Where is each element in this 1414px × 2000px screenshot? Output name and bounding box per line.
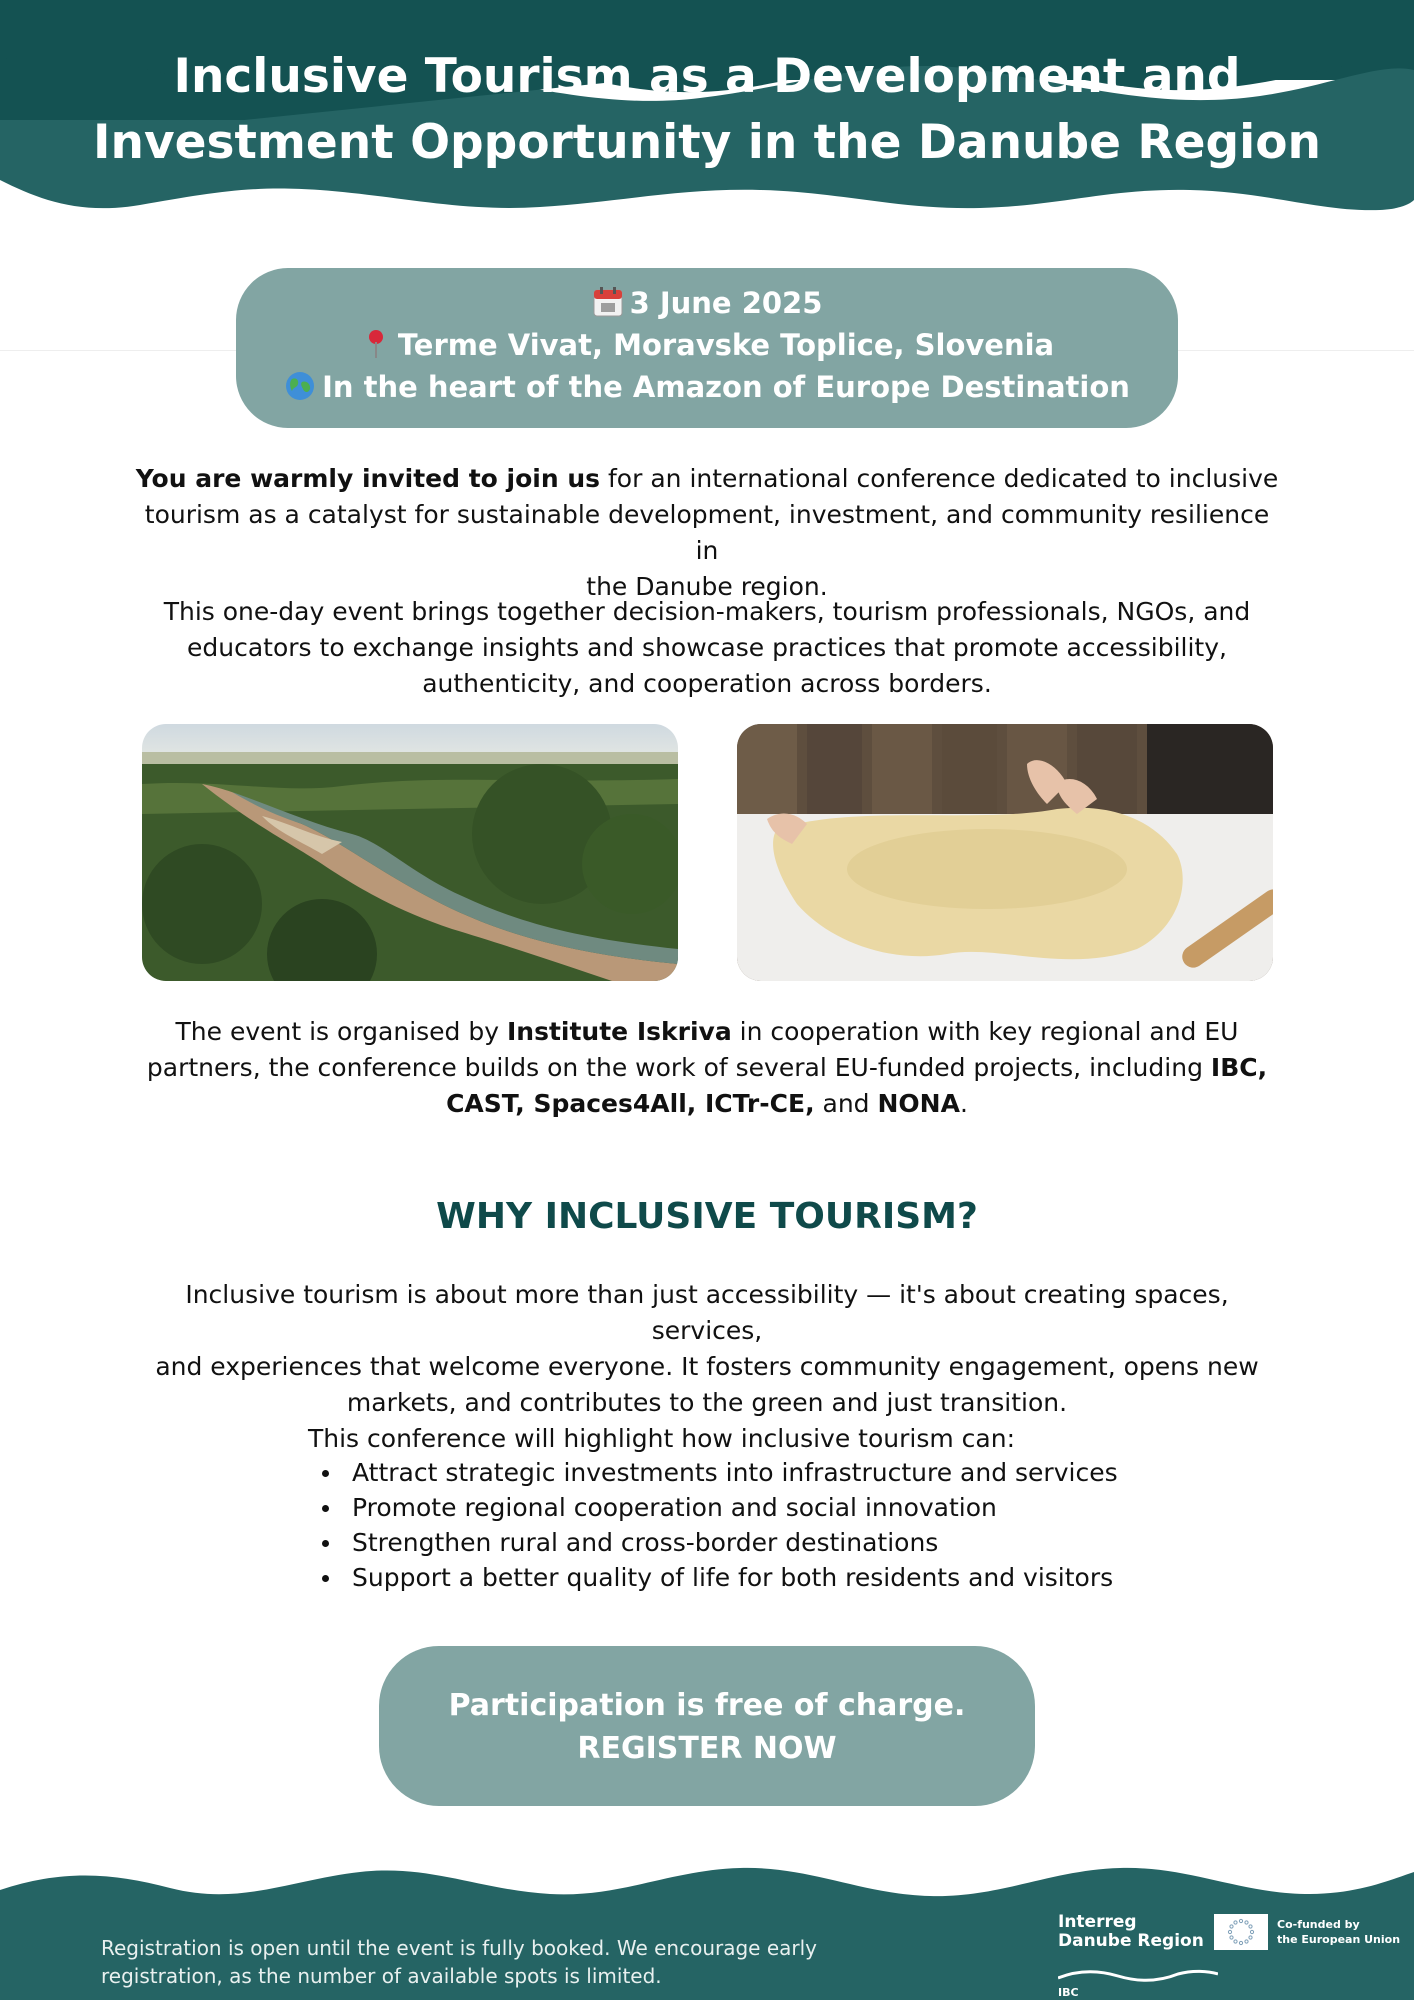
list-intro: This conference will highlight how inclusive tourism can:	[308, 1424, 1015, 1453]
organiser-line-3	[130, 1086, 1284, 1122]
interreg-logo-line-2: Danube Region	[1058, 1931, 1204, 1951]
intro-line-1-rest: for an international conference dedicated to inclusive	[600, 464, 1279, 493]
page-title	[0, 44, 1414, 176]
event-description-paragraph	[130, 594, 1284, 702]
registration-note	[101, 1934, 861, 1990]
eu-text-line-2: the European Union	[1277, 1933, 1401, 1946]
event-destination-line	[236, 370, 1178, 404]
intro-line-2: tourism as a catalyst for sustainable development, investment, and community resilience in	[144, 500, 1270, 565]
event-location-line	[236, 328, 1178, 362]
event-info-pill	[236, 268, 1178, 428]
title-line-1: Inclusive Tourism as a Development and	[173, 49, 1241, 104]
registration-note-line-2: registration, as the number of available spots is limited.	[101, 1964, 662, 1988]
list-item: Support a better quality of life for both residents and visitors	[318, 1560, 1118, 1595]
why-line-1: Inclusive tourism is about more than just accessibility — it's about creating spaces, services,	[185, 1280, 1229, 1345]
projects-list: CAST, Spaces4All, ICTr-CE,	[446, 1089, 815, 1118]
project-ibc: IBC,	[1210, 1053, 1268, 1082]
list-item: Attract strategic investments into infrastructure and services	[318, 1455, 1118, 1490]
intro-line-3: the Danube region.	[586, 572, 828, 601]
calendar-icon	[592, 286, 624, 318]
event-date-line	[236, 286, 1178, 320]
pin-icon	[360, 328, 392, 360]
event-location: Terme Vivat, Moravske Toplice, Slovenia	[397, 328, 1055, 362]
ibc-wave-icon	[1058, 1968, 1218, 1984]
eu-cofunded-text	[1277, 1917, 1400, 1947]
project-nona: NONA	[877, 1089, 960, 1118]
list-item: Strengthen rural and cross-border destinations	[318, 1525, 1118, 1560]
globe-icon	[284, 370, 316, 402]
why-line-3: markets, and contributes to the green and just transition.	[346, 1388, 1068, 1417]
intro-line-1	[130, 461, 1284, 497]
eu-text-line-1: Co-funded by	[1277, 1918, 1360, 1931]
event-destination: In the heart of the Amazon of Europe Destination	[322, 370, 1130, 404]
cta-register-text: REGISTER NOW	[577, 1731, 837, 1766]
interreg-logo-line-1: Interreg	[1058, 1912, 1137, 1932]
organiser-period: .	[959, 1089, 968, 1118]
organiser-line-2	[130, 1050, 1284, 1086]
title-line-2: Investment Opportunity in the Danube Region	[93, 115, 1321, 170]
description-line-2: educators to exchange insights and showcase practices that promote accessibility,	[187, 633, 1227, 662]
section-heading-why: WHY INCLUSIVE TOURISM?	[436, 1196, 978, 1237]
description-line-1: This one-day event brings together decision-makers, tourism professionals, NGOs, and	[163, 597, 1251, 626]
organiser-line-1-post: in cooperation with key regional and EU	[731, 1017, 1239, 1046]
organiser-paragraph	[130, 1014, 1284, 1122]
intro-bold-lead: You are warmly invited to join us	[135, 464, 601, 493]
benefits-list	[318, 1455, 1118, 1595]
eu-flag-icon	[1214, 1914, 1268, 1950]
register-now-button[interactable]	[379, 1646, 1035, 1806]
organiser-line-1	[130, 1014, 1284, 1050]
organiser-name: Institute Iskriva	[506, 1017, 732, 1046]
organiser-line-2-pre: partners, the conference builds on the work of several EU-funded projects, including	[146, 1053, 1211, 1082]
header-banner	[0, 0, 1414, 230]
dough-stretching-photo	[737, 724, 1273, 981]
cta-free-text: Participation is free of charge.	[448, 1688, 966, 1723]
organiser-and: and	[814, 1089, 878, 1118]
description-line-3: authenticity, and cooperation across borders.	[422, 669, 992, 698]
why-paragraph	[130, 1277, 1284, 1421]
event-date: 3 June 2025	[629, 286, 823, 320]
interreg-logo	[1058, 1913, 1204, 1951]
intro-paragraph	[130, 461, 1284, 605]
river-landscape-photo	[142, 724, 678, 981]
why-line-2: and experiences that welcome everyone. It fosters community engagement, opens new	[155, 1352, 1259, 1381]
ibc-logo: IBC	[1058, 1986, 1079, 1999]
organiser-line-1-pre: The event is organised by	[175, 1017, 507, 1046]
registration-note-line-1: Registration is open until the event is fully booked. We encourage early	[101, 1936, 818, 1960]
list-item: Promote regional cooperation and social innovation	[318, 1490, 1118, 1525]
